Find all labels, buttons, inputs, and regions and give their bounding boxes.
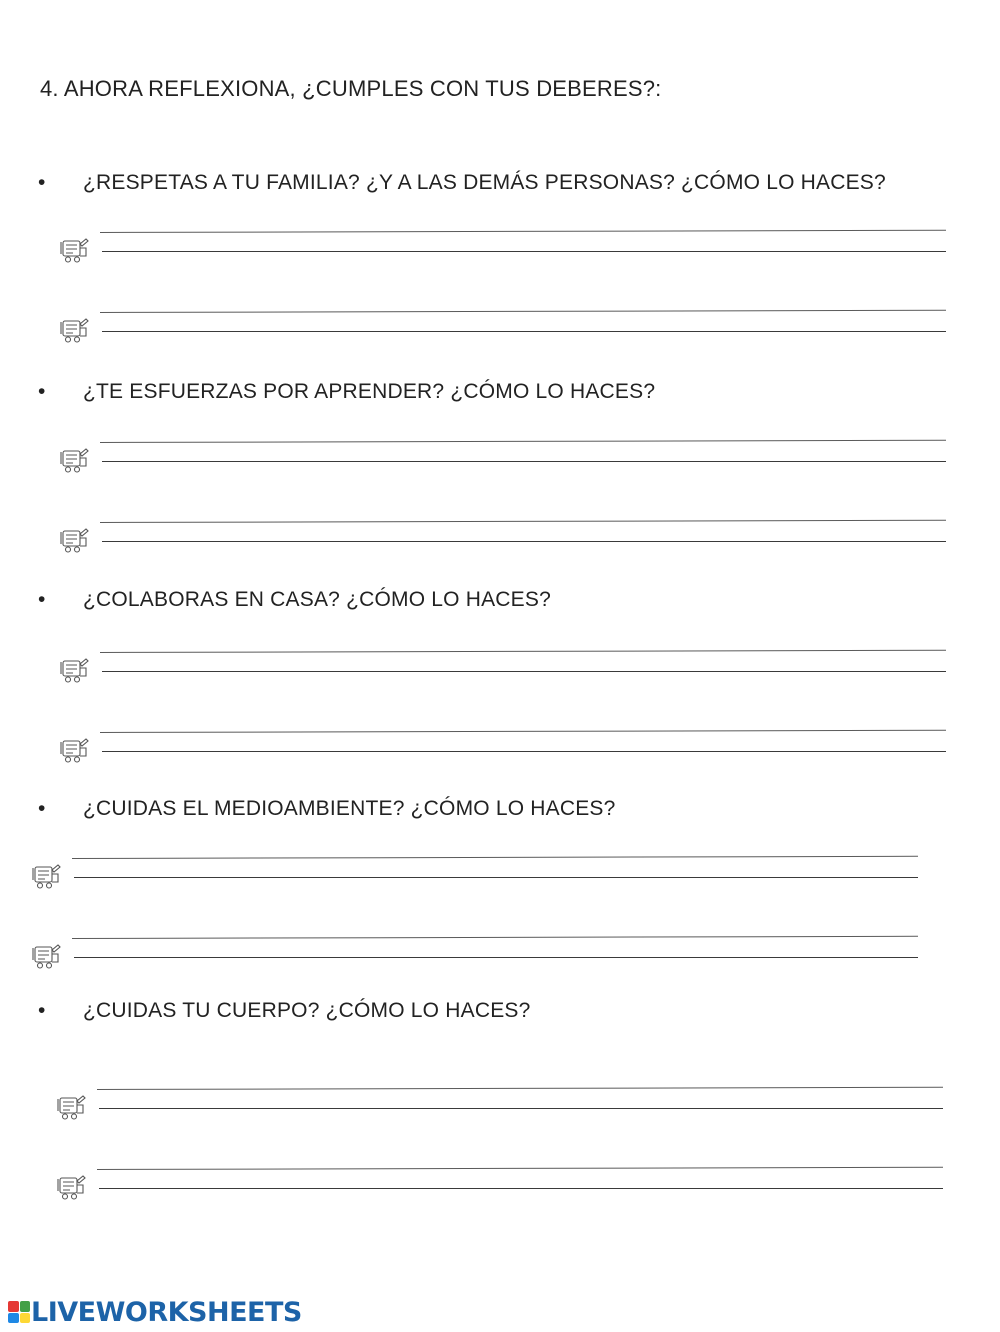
bullet: • bbox=[38, 588, 46, 611]
answer-row-3b bbox=[60, 732, 946, 766]
question-text: ¿CUIDAS EL MEDIOAMBIENTE? ¿CÓMO LO HACES? bbox=[83, 797, 616, 820]
answer-input-3a[interactable] bbox=[104, 654, 942, 670]
question-3 bbox=[38, 588, 551, 612]
question-4 bbox=[38, 797, 616, 821]
logo-square bbox=[8, 1313, 19, 1324]
bullet: • bbox=[38, 999, 46, 1022]
answer-line bbox=[72, 936, 918, 939]
question-1 bbox=[38, 171, 886, 195]
pencil-writing-icon bbox=[60, 236, 90, 264]
question-2 bbox=[38, 380, 655, 404]
bullet: • bbox=[38, 797, 46, 820]
page-heading: 4. AHORA REFLEXIONA, ¿CUMPLES CON TUS DEBERES?: bbox=[40, 76, 662, 101]
answer-line bbox=[97, 1087, 943, 1090]
logo-square bbox=[20, 1313, 31, 1324]
answer-line bbox=[102, 671, 946, 672]
brand-name: LIVEWORKSHEETS bbox=[31, 1296, 302, 1328]
answer-line bbox=[100, 650, 946, 653]
answer-row-3a bbox=[60, 652, 946, 686]
answer-input-2a[interactable] bbox=[104, 444, 942, 460]
pencil-writing-icon bbox=[60, 316, 90, 344]
answer-row-5b bbox=[57, 1169, 943, 1203]
answer-input-5b[interactable] bbox=[101, 1171, 939, 1187]
answer-line bbox=[99, 1188, 943, 1189]
answer-line bbox=[102, 461, 946, 462]
answer-input-4b[interactable] bbox=[76, 940, 914, 956]
answer-line bbox=[102, 251, 946, 252]
answer-row-1b bbox=[60, 312, 946, 346]
answer-line bbox=[100, 730, 946, 733]
answer-line bbox=[99, 1108, 943, 1109]
answer-line bbox=[102, 751, 946, 752]
answer-line bbox=[102, 541, 946, 542]
answer-input-3b[interactable] bbox=[104, 734, 942, 750]
answer-line bbox=[100, 230, 946, 233]
answer-input-5a[interactable] bbox=[101, 1091, 939, 1107]
pencil-writing-icon bbox=[60, 526, 90, 554]
question-text: ¿COLABORAS EN CASA? ¿CÓMO LO HACES? bbox=[83, 588, 551, 611]
pencil-writing-icon bbox=[32, 942, 62, 970]
question-text: ¿RESPETAS A TU FAMILIA? ¿Y A LAS DEMÁS PERSONAS? ¿CÓMO LO HACES? bbox=[83, 171, 886, 194]
answer-row-4b bbox=[32, 938, 918, 972]
answer-line bbox=[102, 331, 946, 332]
pencil-writing-icon bbox=[60, 736, 90, 764]
answer-input-1a[interactable] bbox=[104, 234, 942, 250]
answer-input-1b[interactable] bbox=[104, 314, 942, 330]
answer-line bbox=[100, 440, 946, 443]
answer-input-2b[interactable] bbox=[104, 524, 942, 540]
liveworksheets-brand[interactable] bbox=[8, 1296, 302, 1328]
bullet: • bbox=[38, 171, 46, 194]
answer-line bbox=[100, 520, 946, 523]
question-text: ¿TE ESFUERZAS POR APRENDER? ¿CÓMO LO HACES? bbox=[83, 380, 656, 403]
logo-square bbox=[8, 1301, 19, 1312]
pencil-writing-icon bbox=[60, 656, 90, 684]
answer-row-2b bbox=[60, 522, 946, 556]
logo-square bbox=[20, 1301, 31, 1312]
question-5 bbox=[38, 999, 530, 1023]
pencil-writing-icon bbox=[60, 446, 90, 474]
answer-line bbox=[97, 1167, 943, 1170]
answer-line bbox=[72, 856, 918, 859]
answer-line bbox=[74, 877, 918, 878]
answer-row-2a bbox=[60, 442, 946, 476]
liveworksheets-logo-icon bbox=[8, 1301, 30, 1323]
answer-line bbox=[74, 957, 918, 958]
answer-input-4a[interactable] bbox=[76, 860, 914, 876]
answer-line bbox=[100, 310, 946, 313]
answer-row-4a bbox=[32, 858, 918, 892]
bullet: • bbox=[38, 380, 46, 403]
pencil-writing-icon bbox=[57, 1093, 87, 1121]
question-text: ¿CUIDAS TU CUERPO? ¿CÓMO LO HACES? bbox=[83, 999, 531, 1022]
answer-row-5a bbox=[57, 1089, 943, 1123]
answer-row-1a bbox=[60, 232, 946, 266]
pencil-writing-icon bbox=[32, 862, 62, 890]
pencil-writing-icon bbox=[57, 1173, 87, 1201]
